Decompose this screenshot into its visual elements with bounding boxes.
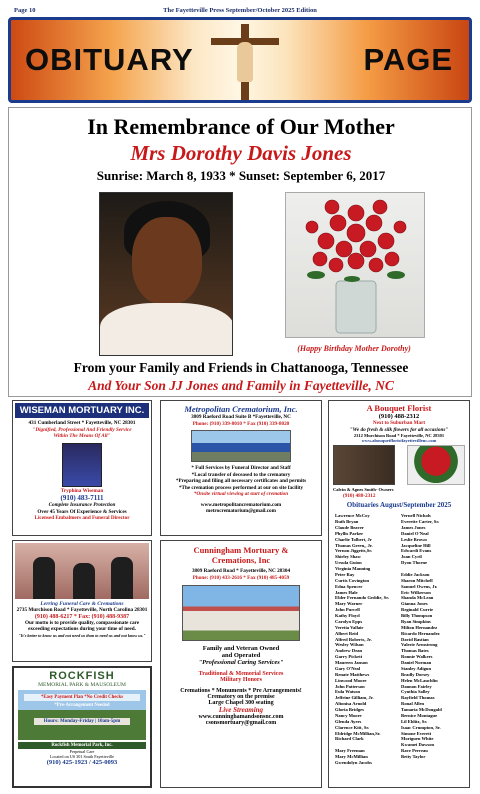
obituaries-list-title: Obituaries August/September 2025	[346, 501, 452, 510]
obituary-name: Shirley Shaw	[335, 554, 361, 560]
obituary-name: Reginald Currie	[401, 607, 434, 613]
obituary-name: David Bastian	[401, 636, 429, 642]
portrait-photo	[99, 192, 233, 356]
cunningham-traditional: Traditional & Memorial Services	[198, 671, 284, 677]
florist-owners-photo	[333, 445, 395, 485]
obituary-name: James Hale	[335, 589, 358, 595]
obituary-name: Betty Taylor	[401, 754, 426, 759]
obituary-name: John Patterson	[335, 683, 365, 689]
obituary-name: Jacqueline Hill	[401, 542, 431, 548]
memorial-dates: Sunrise: March 8, 1933 * Sunset: September 6, 2017	[96, 168, 386, 183]
obituary-name: Ricardo Hernandez	[401, 630, 440, 636]
obituary-name: Dyon Thorne	[401, 560, 428, 566]
wiseman-line-3: Licensed Embalmers and Funeral Director	[34, 515, 130, 521]
florist-title: A Bouquet Florist	[366, 403, 432, 413]
florist-next-to: Next to Suburban Mart	[372, 420, 426, 426]
obituary-name: Vernell Nichols	[401, 513, 431, 519]
obituary-name: Mary McMillian	[335, 754, 368, 759]
obituary-name: Daniel Norman	[401, 660, 432, 665]
funeral-care-ad	[12, 540, 152, 662]
wiseman-line-1: Complete Insurance Protection	[48, 502, 116, 508]
metro-service-2: *Local transfer of deceased to the crematory	[191, 471, 291, 478]
rockfish-bar: Rockfish Memorial Park, Inc.	[18, 742, 146, 749]
memorial-heading: In Remembrance of Our Mother	[87, 114, 395, 139]
publication-title: The Fayetteville Press September/October 2025 Edition	[163, 7, 317, 14]
obituary-name: Shanda McLean	[401, 595, 434, 601]
cunningham-chapel: Large Chapel 300 seating	[208, 700, 274, 706]
obituary-name: Garry Pickett	[335, 654, 363, 660]
obituary-name: Isaac Crumpton, Sr.	[401, 724, 441, 730]
metro-service-5: *Onsite virtual viewing at start of cremation	[193, 491, 289, 497]
obituary-name: Mary Freeman	[335, 748, 365, 754]
obituary-name: Mary Warner	[335, 601, 363, 607]
obituary-name: Ursula Guion	[335, 560, 362, 566]
obituary-name: Wesley Wilson	[335, 642, 364, 648]
cunningham-owned-2: and Operated	[221, 652, 261, 659]
metro-service-3: *Preparing and filing all necessary certificates and permits	[175, 478, 307, 484]
cunningham-website[interactable]: www.cunninghamandsonsnc.com	[198, 714, 284, 720]
obituary-name: Alfred Roberts, Jr.	[335, 636, 372, 642]
obituary-name: Eddie Jackson	[401, 571, 430, 577]
obituary-name: Milton Hernandez	[401, 624, 438, 630]
obituary-name: Samuel Owens, Jr.	[401, 583, 438, 589]
cunningham-phone: Phone: (910) 433-2616 * Fax (910) 485-4059	[192, 574, 290, 581]
florist-address: 2312 Murchison Road * Fayetteville, NC 28301	[353, 433, 445, 438]
rockfish-subtitle: MEMORIAL PARK & MAUSOLEUM	[38, 682, 126, 688]
cunningham-care: "Professional Caring Services"	[198, 659, 284, 666]
wiseman-person: Tryphina Wiseman	[60, 487, 104, 494]
obituary-name: Ronnie Walkers	[401, 654, 433, 660]
metro-title: Metropolitan Crematorium, Inc.	[184, 404, 298, 414]
obituary-name: Eldridge McMillian,Sr.	[335, 730, 381, 736]
obituary-name: Stanley Adigun	[401, 665, 431, 671]
cunningham-building-photo	[182, 585, 300, 641]
obituary-name: Linwood Moore	[335, 677, 367, 683]
metro-phone: Phone: (910) 339-8010 * Fax (910) 339-8020	[192, 420, 290, 427]
florist-flowers-photo	[407, 445, 465, 485]
metro-service-1: * Full Services by Funeral Director and Staff	[191, 465, 291, 471]
obituary-name: Andrew Dean	[335, 648, 363, 654]
cunningham-crematory: Crematory on the premise	[207, 694, 275, 700]
deceased-name: Mrs Dorothy Davis Jones	[130, 141, 352, 165]
obituary-name: Billy Thompson	[401, 613, 433, 618]
rockfish-line-2: *Pre-Arrangement Needed	[54, 703, 110, 708]
metro-address: 3809 Raeford Road Suite B *Fayetteville, NC	[191, 414, 291, 420]
birthday-caption: (Happy Birthday Mother Dorothy)	[297, 344, 411, 353]
obituary-name: Claude Beaver	[335, 524, 364, 530]
rockfish-line-1: *Easy Payment Plan *No Credit Checks	[24, 694, 140, 701]
obituary-name: Nancy Moore	[335, 712, 362, 718]
obituary-name: Charlie Tolbert, Jr	[335, 536, 372, 542]
obituary-name: Rave Perreau	[401, 748, 428, 754]
obituary-name: Daniel O'Neal	[401, 530, 429, 536]
obituary-name: Eric Wilkerson	[401, 589, 431, 595]
roses-photo	[285, 192, 425, 338]
banner-title-right: PAGE	[363, 42, 453, 77]
obituary-name: Bradly Dorsey	[401, 671, 430, 677]
obituary-name: Richard Clark	[335, 736, 364, 742]
obituary-name: Virginia Manning	[335, 566, 371, 571]
florist-owners: Calvin & Agnes Smith- Owners	[333, 487, 394, 492]
obituary-name: Helen McLauchlin	[401, 677, 438, 683]
obituary-name: Thomas Bates	[401, 648, 429, 654]
rockfish-memorial-ad	[12, 666, 152, 788]
funeral-care-photo	[15, 543, 149, 599]
obituary-name: Gary O'Neal	[335, 665, 361, 671]
obituary-name: Peter Ray	[335, 571, 355, 577]
obituary-name: Thomas Green,, Jr.	[335, 542, 373, 548]
funeral-care-name: Lerring Funeral Care & Cremations	[40, 601, 124, 607]
cunningham-military: Military Honors	[220, 677, 262, 683]
cunningham-email[interactable]: csonsmortuary@gmail.com	[205, 720, 277, 726]
obituary-name: Vernon Jiggetts,Sr.	[335, 548, 373, 554]
obituary-name: Rayfield Thomas	[401, 695, 435, 701]
rockfish-address-2: Located on US 301 South Fayetteville	[49, 754, 115, 759]
obituary-name: Clarence Kitt, Sr.	[335, 724, 370, 730]
obituary-name: Veretia Vallair	[335, 624, 364, 630]
wiseman-slogan-1: "Dignified, Professional And Friendly Service	[32, 426, 132, 433]
metro-building-photo	[191, 430, 291, 462]
crucifix-figure	[237, 42, 253, 82]
obituary-name: Edwardi Evans	[401, 548, 432, 554]
rockfish-hours: Hours: Monday-Friday | 10am-5pm	[34, 718, 130, 725]
funeral-care-motto-2: exceeding expectations during your time of need.	[28, 626, 136, 632]
obituary-name: Simone Everett	[401, 730, 432, 736]
bouquet-florist-ad	[328, 400, 470, 788]
rockfish-address-1: Perpetual Care	[69, 749, 95, 754]
rockfish-phone: (910) 425-1923 / 425-0093	[46, 759, 118, 766]
florist-phone: (910) 488-2312	[378, 413, 420, 420]
cunningham-address: 3809 Raeford Road * Fayetteville, NC 28304	[191, 568, 291, 574]
funeral-care-motto-3: "It's better to know us and not need us than to need us and not know us."	[18, 632, 146, 638]
obituaries-column-2	[401, 513, 463, 766]
cunningham-mortuary-ad	[160, 540, 322, 788]
metro-website[interactable]: www.metropolitancrematorium.com	[200, 501, 282, 508]
rockfish-title: ROCKFISH	[49, 670, 115, 682]
obituary-name: Gloria Bridges	[335, 707, 364, 712]
obituary-name: Kwamei Dawson	[401, 742, 435, 748]
obituary-name: Gianna Jones	[401, 601, 428, 607]
obituary-name: Leslie Brown	[401, 536, 427, 542]
obituary-name: Albert Reid	[335, 630, 359, 636]
obituary-name: Gwendolyn Jacobs	[335, 759, 372, 765]
funeral-care-address: 2735 Murchison Road * Fayetteville, North Carolina 28301	[16, 607, 148, 613]
page-number: Page 10	[14, 7, 36, 14]
obituary-name: Moriguen White	[401, 736, 434, 742]
family-message: From your Family and Friends in Chattanooga, Tennessee	[73, 360, 409, 375]
metro-email[interactable]: metrocrematorium@gmail.com	[206, 508, 276, 514]
obituary-name: Cynthia Salley	[401, 689, 430, 695]
obituary-name: Sharon Mitchell	[401, 577, 433, 583]
obituary-name: Ryan Simpkins	[401, 618, 431, 624]
obituary-name: Jeffrine Gilliam, Jr.	[335, 695, 374, 701]
obituary-banner	[8, 17, 472, 103]
obituary-name: Maureen Janson	[335, 660, 368, 665]
metropolitan-crematorium-ad	[160, 400, 322, 536]
obituary-name: John Purcell	[335, 607, 360, 613]
obituary-name: Ronal Allen	[401, 701, 425, 707]
banner-title-left: OBITUARY	[25, 42, 194, 77]
obituary-name: Carolyn Epps	[335, 618, 363, 624]
obituary-name: Valerie Armstrong	[401, 642, 438, 648]
cunningham-cremations: Cremations * Monuments * Pre Arrangements!	[180, 688, 302, 694]
page-header	[8, 4, 472, 16]
obituary-name: Joan Cyril	[401, 554, 422, 560]
florist-website[interactable]: www.abouquetfloristfayettevillenc.com	[361, 438, 437, 443]
wiseman-slogan-2: Within The Means Of All"	[53, 433, 111, 439]
memorial-section	[8, 107, 472, 397]
wiseman-line-2: Over 45 Years Of Experience & Services	[37, 508, 127, 515]
obituary-name: Renate Matthews	[335, 671, 370, 677]
funeral-care-phone: (910) 488-6217 * Fax: (910) 488-9387	[34, 613, 130, 620]
wiseman-phone: (910) 483-7111	[60, 494, 104, 502]
obituary-name: Tamaria McDougald	[401, 707, 442, 712]
cunningham-title: Cunningham Mortuary &	[193, 545, 289, 555]
obituaries-column-1	[335, 513, 397, 766]
funeral-care-motto-1: Our motto is to provide quality, compassionate care	[24, 619, 140, 626]
obituary-name: Bernice Montague	[401, 712, 438, 718]
obituary-name: Elder Fernando Geddie, Sr.	[335, 595, 389, 601]
obituary-name: Ruth Bryan	[335, 519, 359, 524]
cunningham-owned-1: Family and Veteran Owned	[202, 645, 280, 652]
florist-phone-2: (910) 488-2312	[343, 492, 376, 499]
obituary-name: Eula Watson	[335, 689, 361, 695]
obituary-name: Kathy Floyd	[335, 613, 360, 618]
rockfish-photo	[18, 690, 146, 740]
obituary-name: Lawrence McCoy	[335, 513, 370, 519]
obituary-name: James Jones	[401, 524, 426, 530]
obituary-name: Everette Carter, Sr.	[401, 519, 440, 524]
wiseman-photo	[62, 443, 102, 487]
obituary-name: Dannon Fairley	[401, 683, 432, 689]
obituary-name: Phyllis Parker	[335, 530, 364, 536]
obituary-name: Edna Spencer	[335, 583, 363, 589]
wiseman-mortuary-ad	[12, 400, 152, 536]
wiseman-title: WISEMAN MORTUARY INC.	[15, 403, 149, 418]
metro-service-4: *The cremation process performed at our on site facility	[178, 484, 304, 491]
obituary-name: Lil Ehlitz, Sr.	[401, 718, 428, 724]
florist-slogan: "We do fresh & silk flowers for all occasions"	[349, 426, 449, 433]
son-message: And Your Son JJ Jones and Family in Fayetteville, NC	[88, 378, 394, 393]
wiseman-address: 431 Cumberland Street * Fayetteville, NC 28301	[28, 420, 136, 426]
obituary-name: Altonisa Arnold	[335, 701, 367, 707]
cunningham-live: Live Streaming	[218, 706, 264, 714]
obituary-name: Curtis Covington	[335, 577, 370, 583]
obituary-name: Glenda Ayers	[335, 718, 362, 724]
cunningham-title-2: Cremations, Inc	[211, 555, 271, 565]
